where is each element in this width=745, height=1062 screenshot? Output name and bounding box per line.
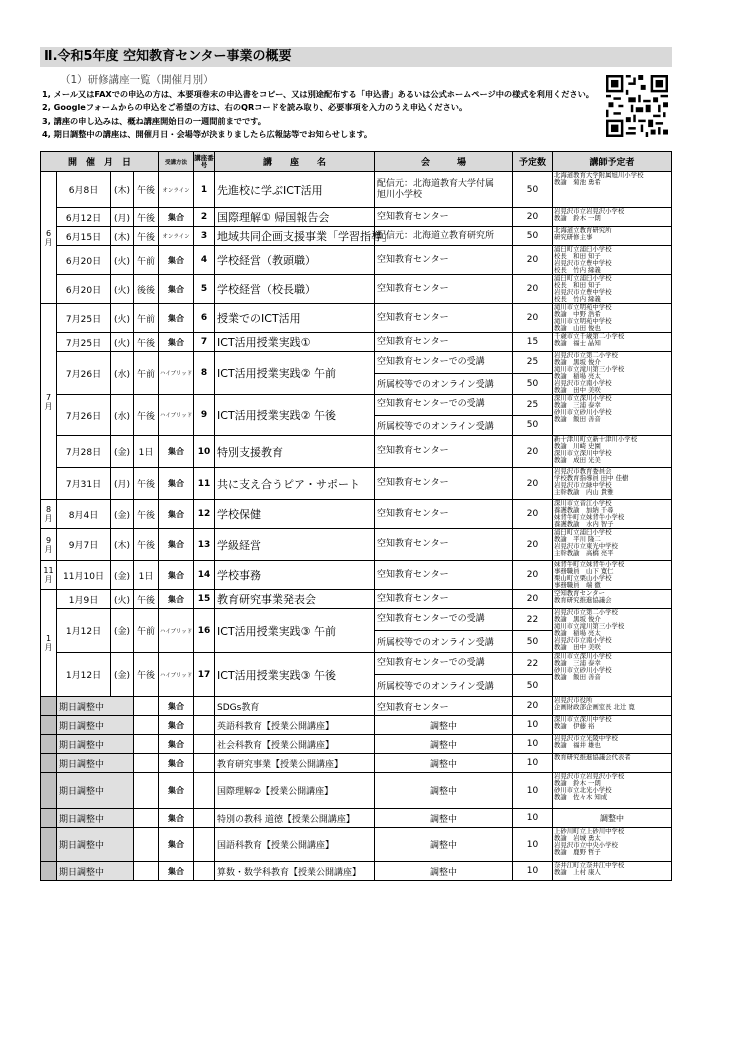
- table-row: [41, 172, 672, 208]
- method-cell: 集合: [159, 500, 194, 529]
- capacity-cell: 20: [513, 208, 553, 227]
- header-date: 開 催 月 日: [41, 152, 159, 172]
- table-row: [41, 246, 672, 275]
- course-name: 地域共同企画支援事業「学習指導」: [215, 227, 375, 246]
- teacher-cell: 深川市立深川小学校 教諭 三浦 泰幸 砂川市立砂川小学校 教諭 飯田 善音: [553, 395, 672, 436]
- time-cell: 午後: [134, 172, 159, 208]
- pending-spacer: [41, 754, 57, 773]
- date-cell: 7月26日: [57, 352, 111, 395]
- header-capacity: 予定数: [513, 152, 553, 172]
- venue-online-cell: 所属校等でのオンライン受講: [375, 631, 513, 653]
- pending-row: [41, 716, 672, 735]
- course-name: ICT活用授業実践② 午前: [215, 352, 375, 395]
- header-teacher: 講師予定者: [553, 152, 672, 172]
- table-row: [41, 609, 672, 631]
- method-cell: オンライン: [159, 172, 194, 208]
- method-cell: 集合: [159, 468, 194, 500]
- weekday-cell: (金): [111, 561, 134, 590]
- course-number: [194, 828, 215, 862]
- date-cell: 6月8日: [57, 172, 111, 208]
- pending-row: [41, 809, 672, 828]
- time-cell: 午後: [134, 590, 159, 609]
- teacher-cell: 滝川市立明苑中学校 教諭 中野 浩希 滝川市立明苑中学校 教諭 山田 俊也: [553, 304, 672, 333]
- venue-cell: 空知教育センター: [375, 304, 513, 333]
- course-number: 5: [194, 275, 215, 304]
- teacher-cell: 岩見沢市立光陵中学校 教諭 福井 雄也: [553, 735, 672, 754]
- venue-cell: 空知教育センター: [375, 561, 513, 590]
- venue-cell: 調整中: [375, 862, 513, 881]
- date-cell: 6月20日: [57, 275, 111, 304]
- capacity-cell: 10: [513, 754, 553, 773]
- capacity-cell: 25: [513, 395, 553, 416]
- capacity-online-cell: 50: [513, 675, 553, 697]
- teacher-cell: 教育研究推進協議会代表者: [553, 754, 672, 773]
- pending-spacer: [41, 716, 57, 735]
- course-name: 先進校に学ぶICT活用: [215, 172, 375, 208]
- capacity-cell: 20: [513, 697, 553, 716]
- weekday-cell: (月): [111, 208, 134, 227]
- date-cell: 7月26日: [57, 395, 111, 436]
- capacity-cell: 20: [513, 246, 553, 275]
- teacher-cell: 岩見沢市立第二小学校 教諭 黒坂 俊介 滝川市立滝川第三小学校 教諭 稲場 亮太 岩見沢市立南小学校 教諭 田中 美咲: [553, 352, 672, 395]
- time-cell: 1日: [134, 436, 159, 468]
- venue-cell: 調整中: [375, 735, 513, 754]
- course-name: 算数・数学科教育【授業公開講座】: [215, 862, 375, 881]
- method-cell: 集合: [159, 754, 194, 773]
- pending-date-cell: 期日調整中: [57, 754, 134, 773]
- course-number: 16: [194, 609, 215, 653]
- pending-time-cell: [134, 754, 159, 773]
- venue-cell: 空知教育センター: [375, 500, 513, 529]
- course-name: 学級経営: [215, 529, 375, 561]
- table-row: [41, 395, 672, 416]
- capacity-cell: 50: [513, 172, 553, 208]
- method-cell: 集合: [159, 275, 194, 304]
- course-name: 国際理解②【授業公開講座】: [215, 773, 375, 809]
- weekday-cell: (水): [111, 395, 134, 436]
- header-lecture: 講 座 名: [215, 152, 375, 172]
- date-cell: 1月12日: [57, 609, 111, 653]
- pending-time-cell: [134, 809, 159, 828]
- pending-row: [41, 862, 672, 881]
- month-label: 11 月: [41, 561, 57, 590]
- date-cell: 6月15日: [57, 227, 111, 246]
- table-row: [41, 333, 672, 352]
- weekday-cell: (木): [111, 529, 134, 561]
- venue-cell: 空知教育センターでの受講: [375, 609, 513, 631]
- capacity-cell: 20: [513, 275, 553, 304]
- teacher-cell: 北海道立教育研究所 研究研修主事: [553, 227, 672, 246]
- pending-date-cell: 期日調整中: [57, 862, 134, 881]
- course-number: 11: [194, 468, 215, 500]
- capacity-cell: 20: [513, 590, 553, 609]
- course-number: [194, 697, 215, 716]
- pending-spacer: [41, 773, 57, 809]
- qr-code-icon[interactable]: [606, 73, 668, 139]
- course-name: 授業でのICT活用: [215, 304, 375, 333]
- time-cell: 午前: [134, 609, 159, 653]
- section-subtitle: （1）研修講座一覧（開催月別）: [60, 74, 214, 86]
- header-venue: 会 場: [375, 152, 513, 172]
- teacher-cell: 浦臼町立浦臼小学校 校長 和田 知子 岩見沢市立豊中学校 校長 竹内 縁義: [553, 275, 672, 304]
- time-cell: 午後: [134, 395, 159, 436]
- teacher-cell: 千歳市立千歳第二小学校 教諭 福士 晶知: [553, 333, 672, 352]
- capacity-cell: 10: [513, 862, 553, 881]
- capacity-cell: 15: [513, 333, 553, 352]
- date-cell: 7月28日: [57, 436, 111, 468]
- capacity-cell: 10: [513, 809, 553, 828]
- venue-cell: 空知教育センターでの受講: [375, 653, 513, 675]
- method-cell: ハイブリッド: [159, 609, 194, 653]
- course-number: 15: [194, 590, 215, 609]
- capacity-cell: 20: [513, 436, 553, 468]
- table-row: [41, 500, 672, 529]
- pending-date-cell: 期日調整中: [57, 809, 134, 828]
- course-name: ICT活用授業実践③ 午後: [215, 653, 375, 697]
- weekday-cell: (火): [111, 246, 134, 275]
- teacher-cell: 調整中: [553, 809, 672, 828]
- time-cell: 午後: [134, 500, 159, 529]
- note-4: 4, 期日調整中の講座は、開催月日・会場等が決まりましたら広報誌等でお知らせします。: [42, 129, 373, 140]
- weekday-cell: (金): [111, 609, 134, 653]
- venue-cell: 空知教育センター: [375, 529, 513, 561]
- venue-cell: 空知教育センターでの受講: [375, 395, 513, 416]
- capacity-cell: 22: [513, 609, 553, 631]
- capacity-cell: 20: [513, 500, 553, 529]
- venue-cell: 配信元：北海道教育大学付属 旭川小学校: [375, 172, 513, 208]
- course-number: 3: [194, 227, 215, 246]
- venue-cell: 調整中: [375, 828, 513, 862]
- venue-online-cell: 所属校等でのオンライン受講: [375, 415, 513, 436]
- method-cell: 集合: [159, 735, 194, 754]
- pending-time-cell: [134, 828, 159, 862]
- venue-cell: 調整中: [375, 754, 513, 773]
- time-cell: 午後: [134, 468, 159, 500]
- time-cell: 午後: [134, 208, 159, 227]
- venue-cell: 空知教育センター: [375, 590, 513, 609]
- capacity-cell: 20: [513, 529, 553, 561]
- weekday-cell: (金): [111, 653, 134, 697]
- date-cell: 1月12日: [57, 653, 111, 697]
- course-name: 共に支え合うピア・サポート: [215, 468, 375, 500]
- note-3: 3, 講座の申し込みは、概ね講座開始日の一週間前までです。: [42, 115, 266, 126]
- pending-spacer: [41, 862, 57, 881]
- teacher-cell: 岩見沢市役所 企画財政部企画室長 北辻 寛: [553, 697, 672, 716]
- course-number: 1: [194, 172, 215, 208]
- weekday-cell: (木): [111, 172, 134, 208]
- pending-date-cell: 期日調整中: [57, 735, 134, 754]
- teacher-cell: 浦臼町立浦臼小学校 教諭 平川 隆二 岩見沢市立東光中学校 主幹教諭 高橋 亮平: [553, 529, 672, 561]
- course-number: 7: [194, 333, 215, 352]
- date-cell: 11月10日: [57, 561, 111, 590]
- course-number: 14: [194, 561, 215, 590]
- teacher-cell: 浦臼町立浦臼小学校 校長 和田 知子 岩見沢市立豊中学校 校長 竹内 縁義: [553, 246, 672, 275]
- course-name: 教育研究事業【授業公開講座】: [215, 754, 375, 773]
- time-cell: 午後: [134, 529, 159, 561]
- weekday-cell: (火): [111, 275, 134, 304]
- weekday-cell: (火): [111, 590, 134, 609]
- method-cell: 集合: [159, 246, 194, 275]
- method-cell: 集合: [159, 436, 194, 468]
- time-cell: 午後: [134, 333, 159, 352]
- pending-time-cell: [134, 697, 159, 716]
- pending-time-cell: [134, 862, 159, 881]
- table-row: [41, 227, 672, 246]
- pending-spacer: [41, 697, 57, 716]
- course-number: [194, 716, 215, 735]
- pending-time-cell: [134, 716, 159, 735]
- date-cell: 1月9日: [57, 590, 111, 609]
- venue-cell: 空知教育センター: [375, 436, 513, 468]
- course-name: 社会科教育【授業公開講座】: [215, 735, 375, 754]
- teacher-cell: 岩見沢市教育委員会 学校教育指導員 田中 佳樹 岩見沢市立緑中学校 主幹教諭 内山 貴雅: [553, 468, 672, 500]
- pending-date-cell: 期日調整中: [57, 697, 134, 716]
- table-row: [41, 304, 672, 333]
- time-cell: 午後: [134, 227, 159, 246]
- capacity-cell: 10: [513, 773, 553, 809]
- course-name: 学校保健: [215, 500, 375, 529]
- date-cell: 8月4日: [57, 500, 111, 529]
- venue-cell: 調整中: [375, 809, 513, 828]
- capacity-cell: 10: [513, 735, 553, 754]
- method-cell: 集合: [159, 304, 194, 333]
- note-1: 1, メール又はFAXでの申込の方は、本要項巻末の申込書をコピー、又は別途配布する「申込書」あるいは公式ホームページ中の様式を利用ください。: [42, 89, 594, 99]
- method-cell: 集合: [159, 590, 194, 609]
- course-name: 特別支援教育: [215, 436, 375, 468]
- pending-row: [41, 735, 672, 754]
- month-label: 8 月: [41, 500, 57, 529]
- course-number: 6: [194, 304, 215, 333]
- header-method: 受講方法: [159, 152, 194, 172]
- month-label: 7 月: [41, 304, 57, 500]
- course-number: 10: [194, 436, 215, 468]
- table-row: [41, 275, 672, 304]
- teacher-cell: 妹背牛町立妹背牛小学校 事務職員 山下 寛仁 栗山町立栗山小学校 事務職員 端 徹: [553, 561, 672, 590]
- course-number: [194, 754, 215, 773]
- month-label: 1 月: [41, 590, 57, 697]
- capacity-online-cell: 50: [513, 373, 553, 395]
- capacity-cell: 10: [513, 828, 553, 862]
- header-no: 講座番号: [194, 152, 215, 172]
- course-number: 17: [194, 653, 215, 697]
- date-cell: 9月7日: [57, 529, 111, 561]
- venue-online-cell: 所属校等でのオンライン受講: [375, 675, 513, 697]
- method-cell: 集合: [159, 716, 194, 735]
- course-name: 学校事務: [215, 561, 375, 590]
- course-name: SDGs教育: [215, 697, 375, 716]
- date-cell: 7月31日: [57, 468, 111, 500]
- date-cell: 6月12日: [57, 208, 111, 227]
- venue-cell: 空知教育センター: [375, 333, 513, 352]
- method-cell: 集合: [159, 862, 194, 881]
- pending-date-cell: 期日調整中: [57, 716, 134, 735]
- method-cell: 集合: [159, 561, 194, 590]
- capacity-cell: 50: [513, 227, 553, 246]
- note-2: 2, Googleフォームからの申込をご希望の方は、右のQRコードを読み取り、必要事項を入力のうえ申込ください。: [42, 102, 468, 113]
- month-label: 9 月: [41, 529, 57, 561]
- teacher-cell: 北海道教育大学附属旭川小学校 教諭 菊池 勇希: [553, 172, 672, 208]
- table-row: [41, 590, 672, 609]
- table-row: [41, 468, 672, 500]
- venue-cell: 空知教育センターでの受講: [375, 352, 513, 374]
- weekday-cell: (木): [111, 227, 134, 246]
- method-cell: ハイブリッド: [159, 653, 194, 697]
- venue-cell: 空知教育センター: [375, 246, 513, 275]
- time-cell: 1日: [134, 561, 159, 590]
- course-number: 2: [194, 208, 215, 227]
- table-header-row: [41, 152, 672, 172]
- venue-cell: 配信元：北海道立教育研究所: [375, 227, 513, 246]
- time-cell: 午後: [134, 653, 159, 697]
- time-cell: 午前: [134, 304, 159, 333]
- method-cell: オンライン: [159, 227, 194, 246]
- teacher-cell: 奈井江町立奈井江中学校 教諭 上村 康人: [553, 862, 672, 881]
- table-row: [41, 653, 672, 675]
- time-cell: 後後: [134, 275, 159, 304]
- course-name: 教育研究事業発表会: [215, 590, 375, 609]
- page-title: Ⅱ.令和5年度 空知教育センター事業の概要: [40, 47, 672, 67]
- course-table: [40, 151, 672, 881]
- teacher-cell: 岩見沢市立第二小学校 教諭 黒坂 俊介 滝川市立滝川第三小学校 教諭 稲場 亮太 岩見沢市立南小学校 教諭 田中 美咲: [553, 609, 672, 653]
- venue-online-cell: 所属校等でのオンライン受講: [375, 373, 513, 395]
- course-name: 英語科教育【授業公開講座】: [215, 716, 375, 735]
- pending-row: [41, 754, 672, 773]
- time-cell: 午前: [134, 246, 159, 275]
- course-name: ICT活用授業実践③ 午前: [215, 609, 375, 653]
- date-cell: 6月20日: [57, 246, 111, 275]
- weekday-cell: (水): [111, 352, 134, 395]
- course-name: 国際理解① 帰国報告会: [215, 208, 375, 227]
- date-cell: 7月25日: [57, 304, 111, 333]
- method-cell: ハイブリッド: [159, 395, 194, 436]
- teacher-cell: 空知教育センター 教育研究推進協議会: [553, 590, 672, 609]
- weekday-cell: (月): [111, 468, 134, 500]
- course-number: 9: [194, 395, 215, 436]
- venue-cell: 空知教育センター: [375, 468, 513, 500]
- course-number: 4: [194, 246, 215, 275]
- capacity-cell: 25: [513, 352, 553, 374]
- weekday-cell: (火): [111, 333, 134, 352]
- venue-cell: 空知教育センター: [375, 208, 513, 227]
- course-name: ICT活用授業実践①: [215, 333, 375, 352]
- pending-time-cell: [134, 773, 159, 809]
- application-notes: [42, 88, 602, 142]
- course-number: [194, 862, 215, 881]
- method-cell: 集合: [159, 809, 194, 828]
- course-number: 13: [194, 529, 215, 561]
- course-number: 8: [194, 352, 215, 395]
- method-cell: ハイブリッド: [159, 352, 194, 395]
- method-cell: 集合: [159, 773, 194, 809]
- capacity-cell: 10: [513, 716, 553, 735]
- teacher-cell: 深川市立深川小学校 教諭 三浦 泰幸 砂川市立砂川小学校 教諭 飯田 善音: [553, 653, 672, 697]
- capacity-cell: 22: [513, 653, 553, 675]
- pending-row: [41, 828, 672, 862]
- capacity-online-cell: 50: [513, 415, 553, 436]
- table-row: [41, 352, 672, 374]
- capacity-cell: 20: [513, 468, 553, 500]
- course-name: 学校経営（教頭職）: [215, 246, 375, 275]
- course-number: [194, 809, 215, 828]
- course-name: 特別の教科 道徳【授業公開講座】: [215, 809, 375, 828]
- capacity-online-cell: 50: [513, 631, 553, 653]
- teacher-cell: 深川市立深川中学校 教諭 伊藤 裕: [553, 716, 672, 735]
- weekday-cell: (火): [111, 304, 134, 333]
- teacher-cell: 深川市立音江小学校 養護教諭 加納 千尋 妹背牛町立妹背牛小学校 養護教諭 水内 智子: [553, 500, 672, 529]
- venue-cell: 空知教育センター: [375, 275, 513, 304]
- table-row: [41, 436, 672, 468]
- course-number: 12: [194, 500, 215, 529]
- teacher-cell: 岩見沢市立岩見沢小学校 教諭 鈴木 一朗 砂川市立北光小学校 教諭 佐々木 知成: [553, 773, 672, 809]
- time-cell: 午前: [134, 352, 159, 395]
- capacity-cell: 20: [513, 304, 553, 333]
- teacher-cell: 岩見沢市立岩見沢小学校 教諭 鈴木 一朗: [553, 208, 672, 227]
- pending-spacer: [41, 828, 57, 862]
- date-cell: 7月25日: [57, 333, 111, 352]
- venue-cell: 調整中: [375, 716, 513, 735]
- table-row: [41, 561, 672, 590]
- pending-row: [41, 697, 672, 716]
- capacity-cell: 20: [513, 561, 553, 590]
- course-name: 国語科教育【授業公開講座】: [215, 828, 375, 862]
- method-cell: 集合: [159, 828, 194, 862]
- table-row: [41, 208, 672, 227]
- method-cell: 集合: [159, 333, 194, 352]
- venue-cell: 調整中: [375, 773, 513, 809]
- month-label: 6 月: [41, 172, 57, 304]
- pending-row: [41, 773, 672, 809]
- pending-spacer: [41, 735, 57, 754]
- method-cell: 集合: [159, 529, 194, 561]
- weekday-cell: (金): [111, 436, 134, 468]
- course-name: ICT活用授業実践② 午後: [215, 395, 375, 436]
- method-cell: 集合: [159, 697, 194, 716]
- method-cell: 集合: [159, 208, 194, 227]
- pending-date-cell: 期日調整中: [57, 773, 134, 809]
- course-number: [194, 773, 215, 809]
- pending-date-cell: 期日調整中: [57, 828, 134, 862]
- course-number: [194, 735, 215, 754]
- venue-cell: 空知教育センター: [375, 697, 513, 716]
- pending-spacer: [41, 809, 57, 828]
- course-name: 学校経営（校長職）: [215, 275, 375, 304]
- teacher-cell: 上砂川町立上砂川中学校 教諭 岩城 勇太 岩見沢市立中央小学校 教諭 鹿野 哲子: [553, 828, 672, 862]
- weekday-cell: (金): [111, 500, 134, 529]
- pending-time-cell: [134, 735, 159, 754]
- teacher-cell: 新十津川町立新十津川小学校 教諭 川崎 史園 深川市立深川中学校 教諭 成田 光美: [553, 436, 672, 468]
- table-row: [41, 529, 672, 561]
